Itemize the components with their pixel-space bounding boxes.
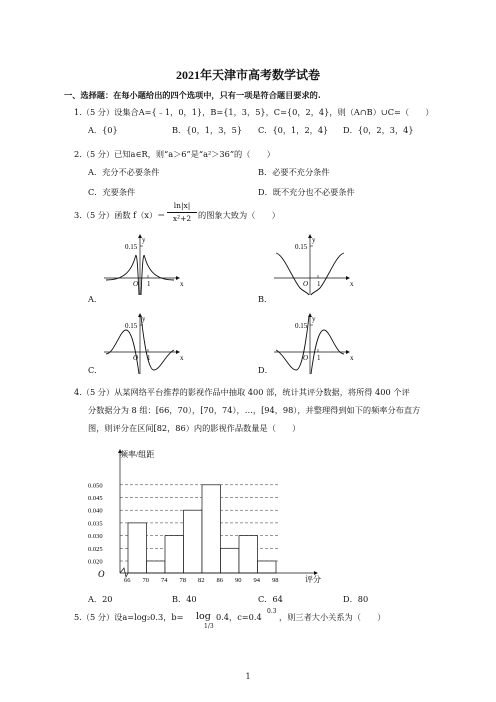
svg-text:x: x: [350, 354, 354, 362]
q5-exponent: 0.3: [267, 608, 277, 615]
x-tick-label: 98: [272, 577, 279, 584]
histogram-origin: O: [98, 569, 105, 579]
q5-log: log: [196, 611, 211, 622]
q4-option-b: B．40: [172, 594, 197, 604]
graph-a-y-label: y: [142, 236, 146, 244]
q5-log-base: 1/3: [204, 623, 214, 630]
svg-text:x: x: [180, 354, 184, 362]
q4-line-3: 图，则评分在区间[82，86）内的影视作品数量是（ ）: [88, 423, 301, 433]
q3-graph-a: [100, 233, 190, 298]
q3-numerator: ln|x|: [173, 201, 191, 210]
svg-text:1: 1: [147, 354, 151, 362]
q3-option-b: B．: [258, 294, 273, 304]
histogram-bar: [239, 536, 258, 573]
q4-line-1: 4.（5 分）从某网络平台推荐的影视作品中抽取 400 部，统计其评分数据，将所得 400 个评: [74, 387, 410, 397]
x-tick-label: 66: [124, 577, 131, 584]
q5-prefix: 5.（5 分）设a=log₂0.3，b=: [74, 612, 184, 622]
section-heading: 一、选择题：在每小题给出的四个选项中，只有一项是符合题目要求的.: [64, 90, 321, 100]
q2-option-d: D．既不充分也不必要条件: [258, 187, 355, 197]
x-tick-label: 86: [216, 577, 223, 584]
svg-text:0.15: 0.15: [295, 322, 308, 330]
q4-option-a: A．20: [88, 594, 113, 604]
histogram-bar: [258, 561, 277, 573]
q2-option-b: B．必要不充分条件: [258, 167, 330, 177]
q1-stem: 1.（5 分）设集合A={﹣1，0，1}，B={1，3，5}，C={0，2，4}，则（A∩B）∪C=（ ）: [74, 107, 434, 117]
exam-title: 2021年天津市高考数学试卷: [175, 68, 320, 82]
q3-stem-prefix: 3.（5 分）函数 f（x）＝: [74, 210, 166, 220]
svg-text:y: y: [312, 315, 316, 323]
q3-graph-d: [270, 312, 360, 377]
x-tick-label: 82: [198, 577, 205, 584]
x-tick-label: 70: [142, 577, 149, 584]
x-tick-label: 74: [161, 577, 168, 584]
q3-graph-c: [100, 312, 190, 377]
q1-option-a: A．{0}: [88, 125, 118, 135]
q2-option-c: C．充要条件: [88, 187, 136, 197]
x-tick-label: 90: [235, 577, 242, 584]
svg-text:O: O: [303, 354, 309, 362]
svg-text:1: 1: [317, 354, 321, 362]
histogram-bar: [128, 523, 147, 573]
y-tick-label: 0.040: [88, 507, 103, 515]
y-tick-label: 0.025: [88, 545, 103, 553]
q3-option-a: A．: [88, 294, 103, 304]
svg-text:0.15: 0.15: [295, 243, 308, 251]
x-tick-label: 78: [179, 577, 186, 584]
q2-stem: 2.（5 分）已知a∈R，则“a＞6”是“a²＞36”的（ ）: [74, 149, 275, 159]
q3-option-d: D．: [258, 365, 273, 375]
q3-graph-b: [270, 233, 360, 298]
histogram-y-label: 频率/组距: [120, 450, 155, 459]
histogram-bar: [147, 561, 166, 573]
svg-text:y: y: [312, 236, 316, 244]
q4-option-c: C．64: [258, 594, 283, 604]
q5-middle: 0.4，c=0.4: [216, 612, 262, 622]
histogram-bar: [221, 548, 240, 573]
y-tick-label: 0.035: [88, 520, 103, 528]
y-tick-label: 0.050: [88, 482, 103, 490]
q5-suffix: ，则三者大小关系为（ ）: [279, 612, 386, 622]
q3-option-c: C．: [88, 365, 103, 375]
q1-option-c: C．{0，1，2，4}: [258, 125, 329, 135]
svg-text:0.15: 0.15: [125, 322, 138, 330]
svg-text:O: O: [303, 280, 309, 288]
graph-a-x-label: x: [180, 280, 184, 288]
y-tick-label: 0.045: [88, 495, 103, 502]
histogram-bar: [202, 485, 221, 573]
histogram-bar: [184, 510, 203, 573]
svg-text:y: y: [142, 315, 146, 323]
graph-a-origin: O: [133, 280, 139, 288]
axis-break-mark: [120, 568, 128, 577]
y-tick-label: 0.020: [88, 558, 103, 566]
graph-a-tick-label: 0.15: [125, 243, 138, 251]
x-tick-label: 94: [253, 577, 260, 584]
svg-text:x: x: [350, 280, 354, 288]
q2-option-a: A．充分不必要条件: [88, 167, 160, 177]
q1-option-b: B．{0，1，3，5}: [172, 125, 243, 135]
histogram-bar: [165, 536, 184, 573]
histogram: [84, 448, 334, 588]
q3-denominator: x²+2: [172, 214, 192, 223]
svg-text:O: O: [133, 354, 139, 362]
histogram-x-label: 评分: [305, 575, 321, 584]
y-tick-label: 0.030: [88, 533, 103, 541]
q3-stem-suffix: 的图象大致为（ ）: [198, 210, 280, 220]
q3-fraction-bar: [167, 212, 197, 213]
page-number: 1: [245, 672, 251, 681]
q4-option-d: D．80: [343, 594, 369, 604]
q4-line-2: 分数据分为 8 组：[66，70），[70，74），…，[94，98），并整理得到如下的频率分布直方: [88, 405, 421, 415]
q1-option-d: D．{0，2，3，4}: [343, 125, 414, 135]
svg-text:1: 1: [317, 280, 321, 288]
graph-a-one: 1: [147, 280, 151, 288]
